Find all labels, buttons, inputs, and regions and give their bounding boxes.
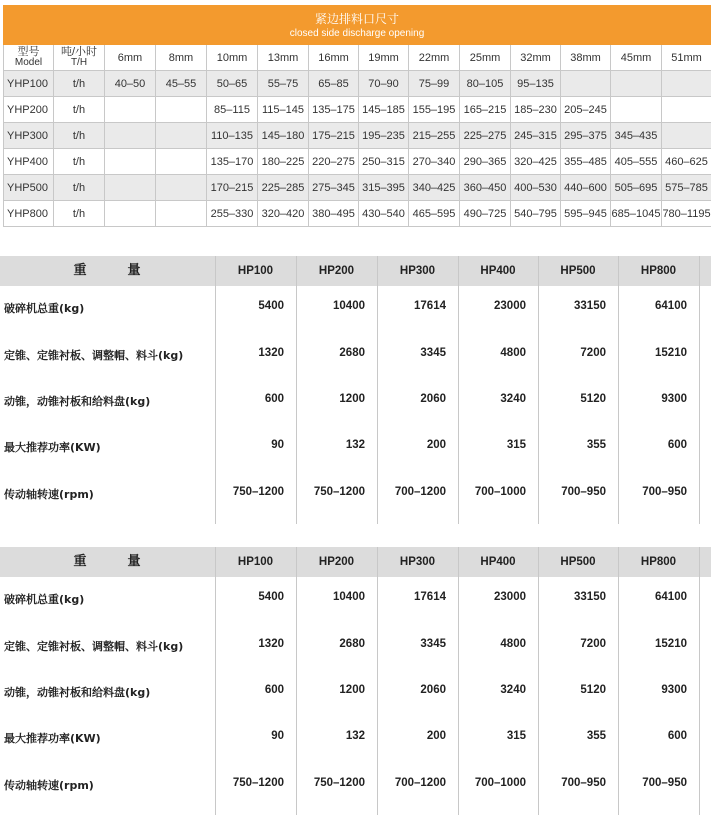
capacity-cell: 165–215 xyxy=(460,97,511,123)
column-divider xyxy=(699,547,700,815)
spec-label: 定锥、定锥衬板、调整帽、料斗(kg) xyxy=(4,349,184,362)
capacity-cell xyxy=(105,149,156,175)
capacity-cell xyxy=(662,71,711,97)
spec-value: 200 xyxy=(426,439,446,451)
spec-value: 315 xyxy=(506,439,526,451)
spec-value: 1320 xyxy=(258,638,284,650)
capacity-cell: 185–230 xyxy=(511,97,561,123)
spec-label: 最大推荐功率(KW) xyxy=(4,732,101,745)
spec-value: 750–1200 xyxy=(232,486,284,498)
spec-label: 最大推荐功率(KW) xyxy=(4,441,101,454)
size-header: 16mm xyxy=(309,45,359,71)
spec-value: 15210 xyxy=(655,638,687,650)
capacity-cell: 215–255 xyxy=(409,123,460,149)
spec-value: 700–1000 xyxy=(474,777,526,789)
weight-title xyxy=(0,547,215,577)
spec-value: 90 xyxy=(271,439,284,451)
model-cell: YHP200 xyxy=(4,97,54,123)
capacity-cell: 70–90 xyxy=(359,71,409,97)
model-column-header: HP200 xyxy=(318,265,355,277)
model-column-header: HP100 xyxy=(237,556,274,568)
spec-value: 33150 xyxy=(574,300,606,312)
spec-value: 600 xyxy=(667,730,687,742)
capacity-cell xyxy=(156,175,207,201)
spec-value: 3240 xyxy=(500,393,526,405)
spec-value: 7200 xyxy=(580,347,606,359)
capacity-cell: 340–425 xyxy=(409,175,460,201)
weight-title xyxy=(0,256,215,286)
spec-value: 600 xyxy=(264,393,284,405)
spec-value: 9300 xyxy=(661,684,687,696)
discharge-grid xyxy=(3,45,711,227)
capacity-cell: 400–530 xyxy=(511,175,561,201)
spec-value: 2680 xyxy=(339,638,365,650)
capacity-cell: 55–75 xyxy=(258,71,309,97)
model-column-header: HP500 xyxy=(560,265,596,277)
model-column-header: HP100 xyxy=(237,265,274,277)
spec-value: 15210 xyxy=(655,347,687,359)
capacity-cell: 270–340 xyxy=(409,149,460,175)
spec-value: 7200 xyxy=(580,638,606,650)
spec-value: 132 xyxy=(345,730,365,742)
spec-value: 3240 xyxy=(500,684,526,696)
capacity-cell: 360–450 xyxy=(460,175,511,201)
capacity-cell: 490–725 xyxy=(460,201,511,227)
spec-value: 90 xyxy=(271,730,284,742)
capacity-cell xyxy=(611,71,662,97)
capacity-cell: 345–435 xyxy=(611,123,662,149)
capacity-cell xyxy=(105,201,156,227)
capacity-cell xyxy=(662,97,711,123)
capacity-cell: 225–275 xyxy=(460,123,511,149)
spec-value: 4800 xyxy=(500,347,526,359)
capacity-cell: 220–275 xyxy=(309,149,359,175)
model-header-en: Model xyxy=(14,57,43,68)
size-header: 19mm xyxy=(359,45,409,71)
weight-title-char: 量 xyxy=(127,263,142,278)
spec-value: 2060 xyxy=(420,393,446,405)
capacity-cell: 355–485 xyxy=(561,149,611,175)
spec-value: 3345 xyxy=(420,638,446,650)
size-header: 32mm xyxy=(511,45,561,71)
capacity-cell: 145–180 xyxy=(258,123,309,149)
capacity-cell: 250–315 xyxy=(359,149,409,175)
column-divider xyxy=(458,256,459,524)
column-divider xyxy=(458,547,459,815)
column-divider xyxy=(538,256,539,524)
model-cell: YHP100 xyxy=(4,71,54,97)
size-header: 13mm xyxy=(258,45,309,71)
capacity-cell: 320–425 xyxy=(511,149,561,175)
column-divider xyxy=(215,256,216,524)
spec-value: 9300 xyxy=(661,393,687,405)
capacity-cell xyxy=(611,97,662,123)
capacity-cell xyxy=(156,123,207,149)
spec-label: 破碎机总重(kg) xyxy=(4,302,85,315)
capacity-cell: 595–945 xyxy=(561,201,611,227)
capacity-cell: 45–55 xyxy=(156,71,207,97)
column-divider xyxy=(296,547,297,815)
discharge-row xyxy=(4,175,711,201)
spec-value: 700–950 xyxy=(642,486,687,498)
discharge-table-header xyxy=(3,5,711,45)
spec-value: 33150 xyxy=(574,591,606,603)
model-cell: YHP300 xyxy=(4,123,54,149)
unit-cell: t/h xyxy=(54,149,105,175)
spec-value: 355 xyxy=(586,439,606,451)
capacity-cell: 225–285 xyxy=(258,175,309,201)
capacity-cell: 315–395 xyxy=(359,175,409,201)
column-divider xyxy=(377,256,378,524)
column-divider xyxy=(296,256,297,524)
weight-title-char: 量 xyxy=(127,554,142,569)
capacity-cell xyxy=(561,71,611,97)
model-column-header: HP200 xyxy=(318,556,355,568)
spec-value: 10400 xyxy=(333,300,365,312)
spec-value: 64100 xyxy=(655,591,687,603)
capacity-cell xyxy=(105,123,156,149)
capacity-cell: 575–785 xyxy=(662,175,711,201)
capacity-cell: 780–1195 xyxy=(662,201,711,227)
column-divider xyxy=(618,256,619,524)
capacity-cell: 275–345 xyxy=(309,175,359,201)
capacity-cell: 380–495 xyxy=(309,201,359,227)
size-header: 8mm xyxy=(156,45,207,71)
spec-value: 2060 xyxy=(420,684,446,696)
spec-value: 200 xyxy=(426,730,446,742)
discharge-header-row xyxy=(4,45,711,71)
capacity-cell xyxy=(156,149,207,175)
spec-value: 10400 xyxy=(333,591,365,603)
model-column-header: HP300 xyxy=(399,556,436,568)
capacity-cell xyxy=(156,97,207,123)
model-column-header: HP400 xyxy=(480,265,516,277)
size-header: 38mm xyxy=(561,45,611,71)
capacity-cell: 320–420 xyxy=(258,201,309,227)
unit-header-cn: 吨/小时 xyxy=(60,46,98,58)
spec-value: 315 xyxy=(506,730,526,742)
capacity-cell: 155–195 xyxy=(409,97,460,123)
size-header: 10mm xyxy=(207,45,258,71)
spec-value: 600 xyxy=(264,684,284,696)
discharge-table xyxy=(3,5,711,231)
capacity-cell: 135–170 xyxy=(207,149,258,175)
spec-value: 600 xyxy=(667,439,687,451)
spec-label: 动锥，动锥衬板和给料盘(kg) xyxy=(4,686,151,699)
spec-value: 5120 xyxy=(580,393,606,405)
capacity-cell xyxy=(105,175,156,201)
model-cell: YHP500 xyxy=(4,175,54,201)
spec-value: 132 xyxy=(345,439,365,451)
capacity-cell: 405–555 xyxy=(611,149,662,175)
column-divider xyxy=(538,547,539,815)
column-divider xyxy=(377,547,378,815)
discharge-row xyxy=(4,201,711,227)
model-header xyxy=(4,45,54,71)
discharge-row xyxy=(4,123,711,149)
capacity-cell: 85–115 xyxy=(207,97,258,123)
capacity-cell: 685–1045 xyxy=(611,201,662,227)
size-header: 45mm xyxy=(611,45,662,71)
spec-value: 3345 xyxy=(420,347,446,359)
spec-value: 2680 xyxy=(339,347,365,359)
capacity-cell: 110–135 xyxy=(207,123,258,149)
spec-value: 750–1200 xyxy=(232,777,284,789)
capacity-cell: 290–365 xyxy=(460,149,511,175)
capacity-cell xyxy=(662,123,711,149)
capacity-cell: 145–185 xyxy=(359,97,409,123)
column-divider xyxy=(618,547,619,815)
model-header-cn: 型号 xyxy=(17,46,40,58)
spec-value: 700–1000 xyxy=(474,486,526,498)
capacity-cell: 80–105 xyxy=(460,71,511,97)
unit-cell: t/h xyxy=(54,123,105,149)
capacity-cell: 245–315 xyxy=(511,123,561,149)
capacity-cell: 40–50 xyxy=(105,71,156,97)
model-cell: YHP400 xyxy=(4,149,54,175)
spec-value: 5120 xyxy=(580,684,606,696)
capacity-cell: 135–175 xyxy=(309,97,359,123)
spec-value: 700–950 xyxy=(561,486,606,498)
model-column-header: HP400 xyxy=(480,556,516,568)
spec-value: 23000 xyxy=(494,591,526,603)
spec-value: 750–1200 xyxy=(313,486,365,498)
capacity-cell: 50–65 xyxy=(207,71,258,97)
capacity-cell: 65–85 xyxy=(309,71,359,97)
unit-header-en: T/H xyxy=(70,57,88,68)
spec-value: 1200 xyxy=(339,393,365,405)
spec-label: 传动轴转速(rpm) xyxy=(4,488,94,501)
model-cell: YHP800 xyxy=(4,201,54,227)
spec-value: 750–1200 xyxy=(313,777,365,789)
capacity-cell: 195–235 xyxy=(359,123,409,149)
spec-label: 传动轴转速(rpm) xyxy=(4,779,94,792)
spec-value: 17614 xyxy=(414,591,446,603)
discharge-row xyxy=(4,97,711,123)
capacity-cell xyxy=(156,201,207,227)
size-header: 6mm xyxy=(105,45,156,71)
size-header: 22mm xyxy=(409,45,460,71)
spec-label: 动锥，动锥衬板和给料盘(kg) xyxy=(4,395,151,408)
spec-label: 破碎机总重(kg) xyxy=(4,593,85,606)
model-column-header: HP800 xyxy=(640,265,677,277)
unit-cell: t/h xyxy=(54,97,105,123)
unit-cell: t/h xyxy=(54,71,105,97)
capacity-cell: 540–795 xyxy=(511,201,561,227)
spec-value: 5400 xyxy=(258,300,284,312)
model-column-header: HP500 xyxy=(560,556,596,568)
capacity-cell: 295–375 xyxy=(561,123,611,149)
discharge-row xyxy=(4,71,711,97)
capacity-cell xyxy=(105,97,156,123)
weight-title-char: 重 xyxy=(73,554,88,569)
spec-value: 355 xyxy=(586,730,606,742)
capacity-cell: 430–540 xyxy=(359,201,409,227)
discharge-title-en: closed side discharge opening xyxy=(289,28,425,39)
capacity-cell: 95–135 xyxy=(511,71,561,97)
capacity-cell: 170–215 xyxy=(207,175,258,201)
column-divider xyxy=(215,547,216,815)
spec-value: 700–950 xyxy=(561,777,606,789)
model-column-header: HP300 xyxy=(399,265,436,277)
capacity-cell: 205–245 xyxy=(561,97,611,123)
spec-value: 700–950 xyxy=(642,777,687,789)
spec-label: 定锥、定锥衬板、调整帽、料斗(kg) xyxy=(4,640,184,653)
weight-title-char: 重 xyxy=(73,263,88,278)
capacity-cell: 460–625 xyxy=(662,149,711,175)
spec-value: 700–1200 xyxy=(394,486,446,498)
weight-table-1 xyxy=(0,256,711,526)
spec-value: 64100 xyxy=(655,300,687,312)
spec-value: 1320 xyxy=(258,347,284,359)
capacity-cell: 180–225 xyxy=(258,149,309,175)
capacity-cell: 115–145 xyxy=(258,97,309,123)
spec-value: 700–1200 xyxy=(394,777,446,789)
unit-header xyxy=(54,45,105,71)
spec-value: 23000 xyxy=(494,300,526,312)
model-column-header: HP800 xyxy=(640,556,677,568)
spec-value: 1200 xyxy=(339,684,365,696)
capacity-cell: 465–595 xyxy=(409,201,460,227)
discharge-row xyxy=(4,149,711,175)
unit-cell: t/h xyxy=(54,175,105,201)
capacity-cell: 75–99 xyxy=(409,71,460,97)
weight-table-2 xyxy=(0,547,711,817)
size-header: 51mm xyxy=(662,45,711,71)
column-divider xyxy=(699,256,700,524)
capacity-cell: 505–695 xyxy=(611,175,662,201)
capacity-cell: 175–215 xyxy=(309,123,359,149)
spec-value: 4800 xyxy=(500,638,526,650)
capacity-cell: 255–330 xyxy=(207,201,258,227)
size-header: 25mm xyxy=(460,45,511,71)
capacity-cell: 440–600 xyxy=(561,175,611,201)
unit-cell: t/h xyxy=(54,201,105,227)
discharge-title-cn: 紧边排料口尺寸 xyxy=(314,12,399,26)
spec-value: 17614 xyxy=(414,300,446,312)
spec-value: 5400 xyxy=(258,591,284,603)
